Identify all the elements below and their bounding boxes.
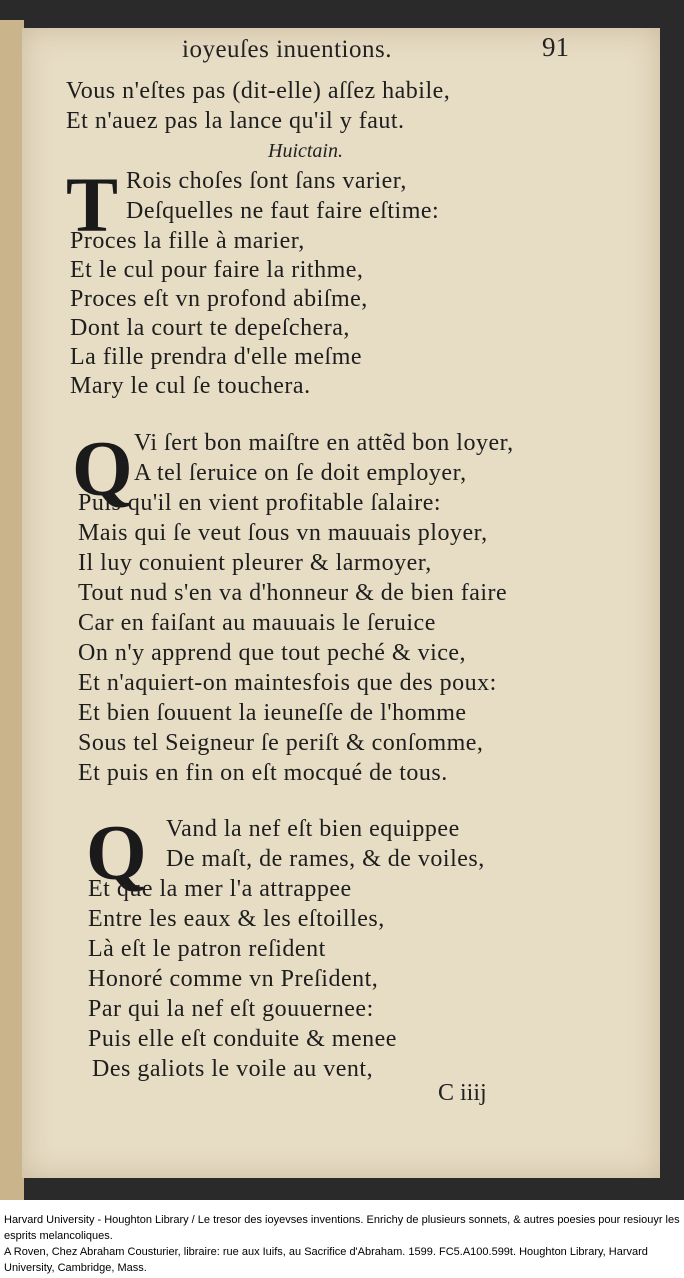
poem-line: Puis elle eſt conduite & menee bbox=[88, 1026, 397, 1052]
poem-line: On n'y apprend que tout peché & vice, bbox=[78, 640, 467, 666]
poem-line: Et n'auez pas la lance qu'il y faut. bbox=[66, 108, 405, 134]
poem-line: Mais qui ſe veut ſous vn mauuais ployer, bbox=[78, 520, 488, 546]
poem-line: Et que la mer l'a attrappee bbox=[88, 876, 352, 902]
book-page bbox=[22, 28, 660, 1178]
poem-line: Honoré comme vn Preſident, bbox=[88, 966, 379, 992]
poem-line: Dont la court te depeſchera, bbox=[70, 315, 350, 341]
page-number: 91 bbox=[542, 32, 569, 62]
poem-line: Par qui la nef eſt gouuernee: bbox=[88, 996, 374, 1022]
poem-line: Et n'aquiert-on maintesfois que des poux: bbox=[78, 670, 497, 696]
caption-line: Harvard University - Houghton Library / Le tresor des ioyevses inventions. Enrichy de plusieurs sonnets, & autres poesies pour resiouyr les esprits melancoliques. bbox=[4, 1214, 680, 1242]
poem-line: Mary le cul ſe touchera. bbox=[70, 373, 311, 399]
drop-cap-Q: Q bbox=[86, 809, 147, 896]
running-head: ioyeuſes inuentions. bbox=[182, 36, 392, 63]
poem-line: Rois choſes ſont ſans varier, bbox=[126, 168, 407, 194]
poem-line: Proces la fille à marier, bbox=[70, 228, 305, 254]
poem-line: De maſt, de rames, & de voiles, bbox=[166, 846, 485, 872]
poem-line: La fille prendra d'elle meſme bbox=[70, 344, 363, 370]
section-title: Huictain. bbox=[268, 140, 343, 162]
image-caption bbox=[4, 1212, 680, 1276]
poem-line: Vi ſert bon maiſtre en attẽd bon loyer, bbox=[134, 430, 514, 456]
caption-line: A Roven, Chez Abraham Cousturier, libraire: rue aux Iuifs, au Sacrifice d'Abraham. 1599. FC5.A100.599t. Houghton Library, Harvard University, Cambridge, Mass. bbox=[4, 1246, 648, 1274]
poem-line: Et puis en fin on eſt mocqué de tous. bbox=[78, 760, 448, 786]
poem-line: Des galiots le voile au vent, bbox=[92, 1056, 374, 1082]
poem-line: Entre les eaux & les eſtoilles, bbox=[88, 906, 385, 932]
poem-line: Et le cul pour faire la rithme, bbox=[70, 257, 364, 283]
poem-line: Tout nud s'en va d'honneur & de bien faire bbox=[78, 580, 508, 606]
poem-line: Puis qu'il en vient profitable ſalaire: bbox=[78, 490, 442, 516]
poem-line: Deſquelles ne faut faire eſtime: bbox=[126, 198, 440, 224]
poem-line: Il luy conuient pleurer & larmoyer, bbox=[78, 550, 432, 576]
drop-cap-T: T bbox=[66, 161, 119, 248]
poem-line: Proces eſt vn profond abiſme, bbox=[70, 286, 368, 312]
poem-line: Et bien ſouuent la ieuneſſe de l'homme bbox=[78, 700, 467, 726]
poem-line: Vous n'eſtes pas (dit-elle) aſſez habile, bbox=[66, 78, 451, 104]
poem-line: Car en faiſant au mauuais le ſeruice bbox=[78, 610, 436, 636]
poem-line: Sous tel Seigneur ſe periſt & conſomme, bbox=[78, 730, 484, 756]
poem-line: Là eſt le patron reſident bbox=[88, 936, 326, 962]
drop-cap-Q: Q bbox=[72, 425, 133, 512]
poem-line: A tel ſeruice on ſe doit employer, bbox=[134, 460, 467, 486]
signature-mark: C iiij bbox=[438, 1080, 487, 1106]
poem-line: Vand la nef eſt bien equippee bbox=[166, 816, 460, 842]
facing-page-edge bbox=[0, 20, 24, 1200]
